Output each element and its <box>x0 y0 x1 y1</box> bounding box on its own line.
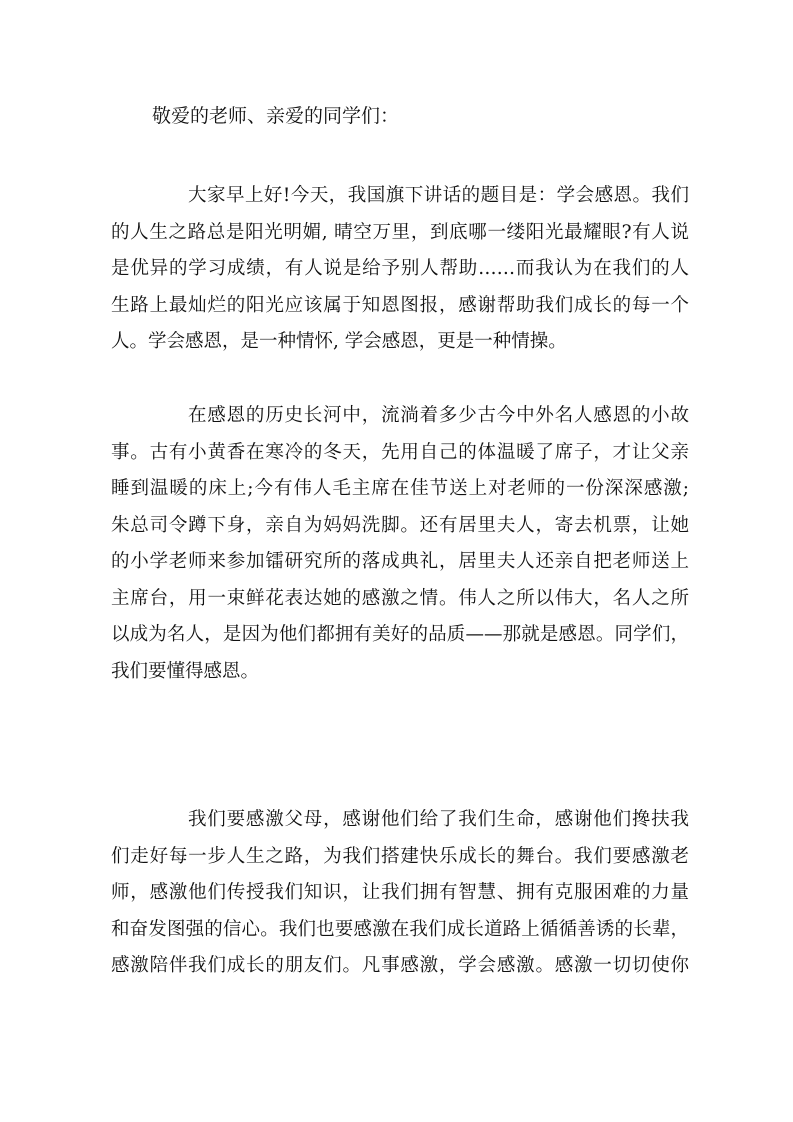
paragraph-line: 是优异的学习成绩，有人说是给予别人帮助……而我认为在我们的人 <box>111 258 689 279</box>
paragraph-line: 生路上最灿烂的阳光应该属于知恩图报，感谢帮助我们成长的每一个 <box>111 294 689 316</box>
paragraph-line: 我们要懂得感恩。 <box>111 660 260 682</box>
paragraph-3 <box>111 802 689 985</box>
paragraph-line: 们走好每一步人生之路，为我们搭建快乐成长的舞台。我们要感激老 <box>111 845 689 867</box>
greeting-line: 敬爱的老师、亲爱的同学们： <box>152 105 400 127</box>
paragraph-line: 的人生之路总是阳光明媚, 晴空万里，到底哪一缕阳光最耀眼?有人说 <box>111 221 689 243</box>
paragraph-2 <box>111 398 689 690</box>
paragraph-line: 和奋发图强的信心。我们也要感激在我们成长道路上循循善诱的长辈， <box>111 918 689 940</box>
paragraph-line: 我们要感激父母，感谢他们给了我们生命，感谢他们搀扶我 <box>188 809 689 830</box>
paragraph-line: 人。学会感恩，是一种情怀, 学会感恩，更是一种情操。 <box>111 331 567 352</box>
paragraph-line: 事。古有小黄香在寒冷的冬天，先用自己的体温暖了席子，才让父亲 <box>111 441 689 463</box>
paragraph-line: 感激陪伴我们成长的朋友们。凡事感激，学会感激。感激一切切使你 <box>111 955 689 976</box>
paragraph-1 <box>111 178 689 361</box>
paragraph-line: 主席台，用一束鲜花表达她的感激之情。伟人之所以伟大，名人之所 <box>111 587 689 609</box>
paragraph-line: 以成为名人，是因为他们都拥有美好的品质——那就是感恩。同学们， <box>111 624 689 645</box>
paragraph-line: 睡到温暖的床上;今有伟人毛主席在佳节送上对老师的一份深深感激; <box>111 478 689 499</box>
paragraph-line: 师，感激他们传授我们知识，让我们拥有智慧、拥有克服困难的力量 <box>111 882 689 903</box>
paragraph-line: 朱总司令蹲下身，亲自为妈妈洗脚。还有居里夫人，寄去机票，让她 <box>111 514 689 536</box>
paragraph-line: 大家早上好!今天，我国旗下讲话的题目是：学会感恩。我们 <box>188 185 689 206</box>
paragraph-line: 在感恩的历史长河中，流淌着多少古今中外名人感恩的小故 <box>188 405 689 426</box>
paragraph-line: 的小学老师来参加镭研究所的落成典礼，居里夫人还亲自把老师送上 <box>111 551 689 572</box>
